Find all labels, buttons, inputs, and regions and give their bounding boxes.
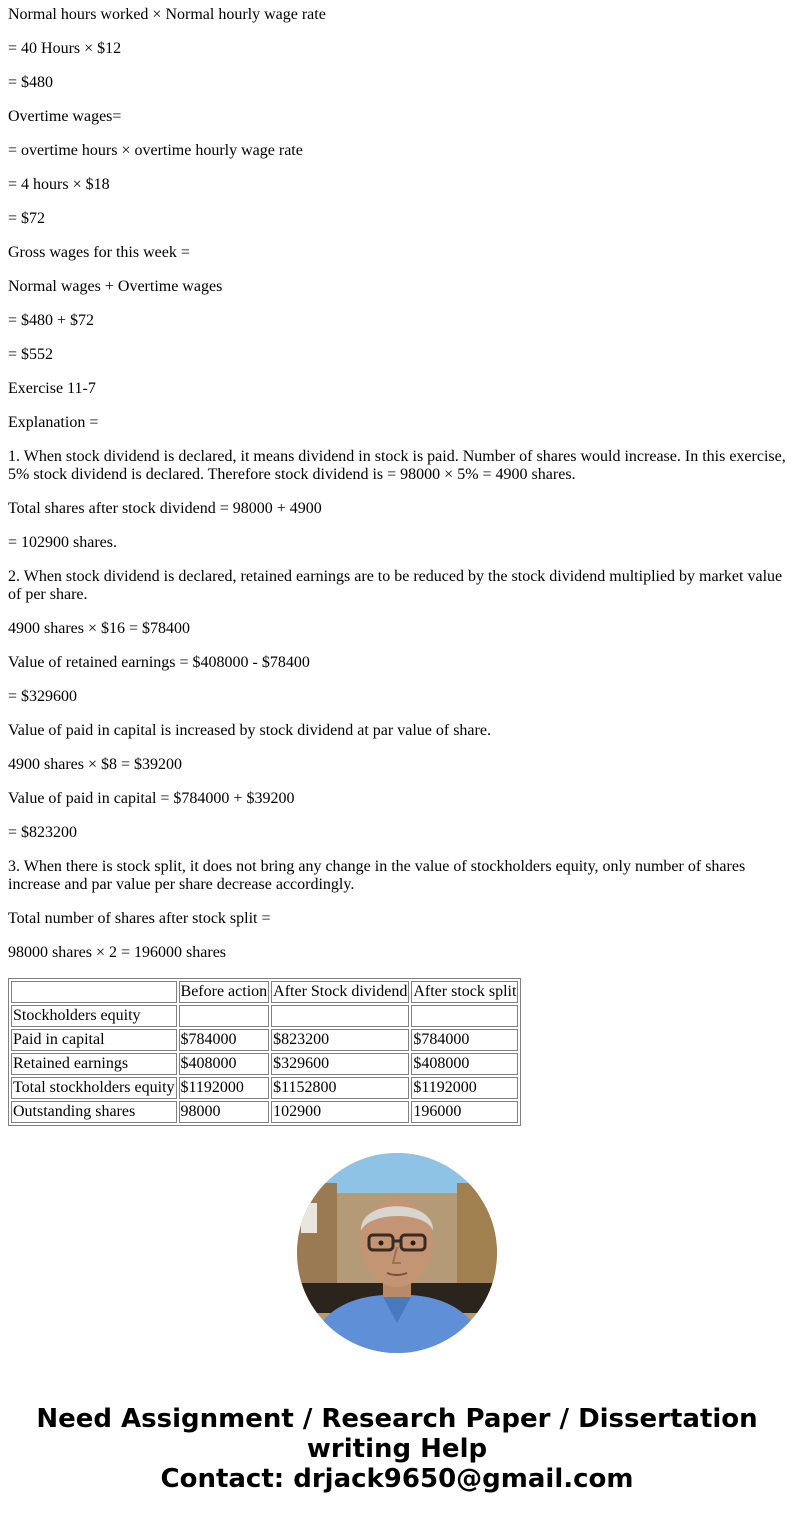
paragraph: = $329600 (8, 688, 78, 705)
paragraph: = $480 (8, 74, 54, 91)
paragraph: = $823200 (8, 824, 78, 841)
table-cell: $1152800 (271, 1077, 409, 1099)
table-cell: $408000 (411, 1053, 518, 1075)
paragraph: Gross wages for this week = (8, 244, 190, 261)
paragraph: Value of paid in capital is increased by stock dividend at par value of share. (8, 722, 491, 739)
table-cell: $784000 (179, 1029, 270, 1051)
paragraph: = overtime hours × overtime hourly wage rate (8, 142, 303, 159)
table-cell (271, 1005, 409, 1027)
paragraph: 2. When stock dividend is declared, retained earnings are to be reduced by the stock dividend multiplied by market value of per share. (8, 568, 783, 603)
paragraph: 1. When stock dividend is declared, it means dividend in stock is paid. Number of shares would increase. In this exercise, 5% stock dividend is declared. Therefore stock dividend is = 98000 × 5% = 4900 shares. (8, 448, 786, 483)
table-cell: $823200 (271, 1029, 409, 1051)
table-header-cell (11, 981, 177, 1003)
paragraph: 3. When there is stock split, it does not bring any change in the value of stockholders equity, only number of shares increase and par value per share decrease accordingly. (8, 858, 746, 893)
table-row (11, 1077, 518, 1099)
paragraph: = $72 (8, 210, 46, 227)
paragraph: 4900 shares × $8 = $39200 (8, 756, 183, 773)
paragraph: Explanation = (8, 414, 99, 431)
table-cell: $1192000 (179, 1077, 270, 1099)
table-cell: 196000 (411, 1101, 518, 1123)
table-row (11, 1005, 518, 1027)
table-cell: $329600 (271, 1053, 409, 1075)
table-cell: Stockholders equity (11, 1005, 177, 1027)
portrait-illustration (297, 1153, 497, 1353)
paragraph: = $480 + $72 (8, 312, 95, 329)
promo-contact: Contact: drjack9650@gmail.com (160, 1464, 634, 1494)
paragraph: Value of retained earnings = $408000 - $78400 (8, 654, 310, 671)
table-header-cell: After Stock dividend (271, 981, 409, 1003)
table-header-cell: Before action (179, 981, 270, 1003)
table-header-cell: After stock split (411, 981, 518, 1003)
paragraph: 98000 shares × 2 = 196000 shares (8, 944, 227, 961)
table-cell: Total stockholders equity (11, 1077, 177, 1099)
avatar (297, 1153, 497, 1353)
paragraph: Normal hours worked × Normal hourly wage rate (8, 6, 326, 23)
paragraph: Total number of shares after stock split = (8, 910, 271, 927)
paragraph: = $552 (8, 346, 54, 363)
table-row (11, 1029, 518, 1051)
table-cell: 98000 (179, 1101, 270, 1123)
table-header-row (11, 981, 518, 1003)
paragraph: Normal wages + Overtime wages (8, 278, 223, 295)
promo-line: writing Help (306, 1434, 488, 1464)
table-cell: Retained earnings (11, 1053, 177, 1075)
paragraph: = 102900 shares. (8, 534, 118, 551)
table-cell: $784000 (411, 1029, 518, 1051)
table-row (11, 1053, 518, 1075)
paragraph: = 40 Hours × $12 (8, 40, 122, 57)
table-cell: Paid in capital (11, 1029, 177, 1051)
paragraph: Overtime wages= (8, 108, 122, 125)
table-cell: $408000 (179, 1053, 270, 1075)
paragraph: = 4 hours × $18 (8, 176, 110, 193)
paragraph: Total shares after stock dividend = 98000 + 4900 (8, 500, 322, 517)
paragraph: Value of paid in capital = $784000 + $39200 (8, 790, 295, 807)
table-cell (411, 1005, 518, 1027)
table-cell: $1192000 (411, 1077, 518, 1099)
table-cell: 102900 (271, 1101, 409, 1123)
section-heading: Exercise 11-7 (8, 380, 96, 397)
paragraph: 4900 shares × $16 = $78400 (8, 620, 191, 637)
promo-line: Need Assignment / Research Paper / Dissertation (36, 1404, 758, 1434)
table-cell: Outstanding shares (11, 1101, 177, 1123)
table-row (11, 1101, 518, 1123)
stockholders-equity-table (8, 978, 521, 1126)
promo-banner (0, 1404, 794, 1494)
table-cell (179, 1005, 270, 1027)
